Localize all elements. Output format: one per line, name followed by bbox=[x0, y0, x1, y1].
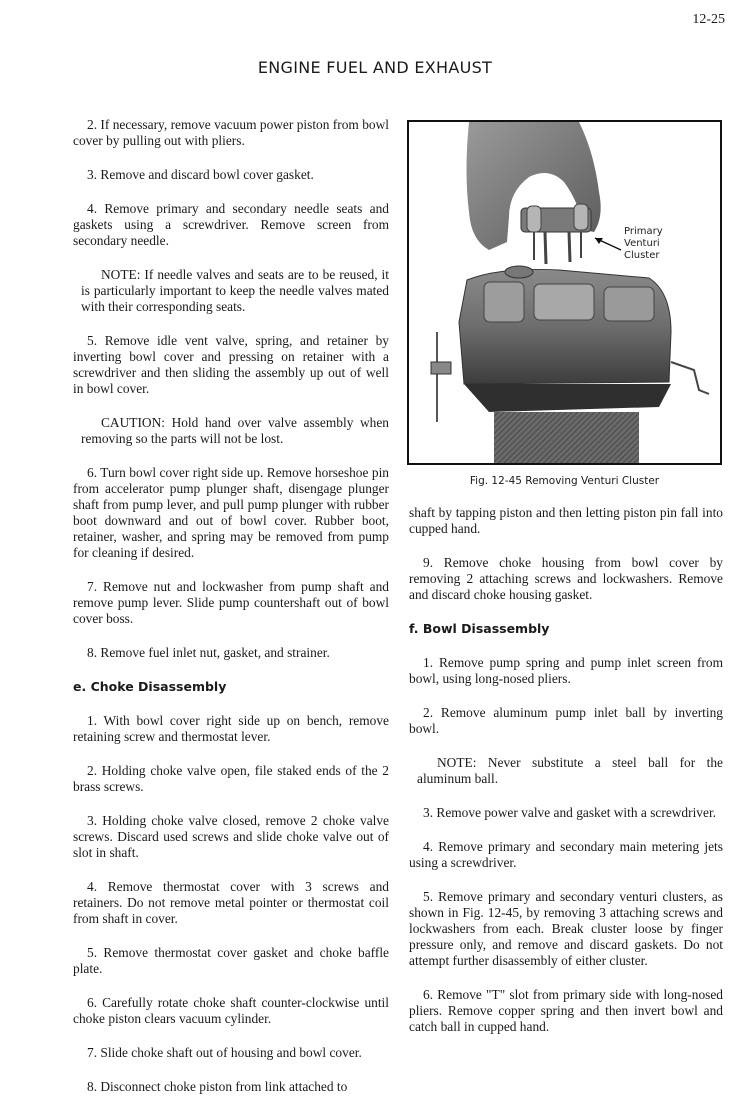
section-heading-bowl-disassembly: f. Bowl Disassembly bbox=[409, 621, 550, 636]
step-paragraph: 9. Remove choke housing from bowl cover by removing 2 attaching screws and lockwashers. Remove and discard choke housing gasket. bbox=[409, 555, 723, 602]
step-paragraph: 8. Disconnect choke piston from link attached to bbox=[87, 1079, 348, 1094]
section-heading-choke-disassembly: e. Choke Disassembly bbox=[73, 679, 227, 694]
figure-callout-label bbox=[624, 226, 663, 262]
note-paragraph: NOTE: Never substitute a steel ball for the aluminum ball. bbox=[417, 755, 723, 786]
step-paragraph: 5. Remove primary and secondary venturi clusters, as shown in Fig. 12-45, by removing 3 attaching screws and lockwashers from each. Break cluster loose by finger pressure only, and remove and discard gaskets. Do not attempt further disassembly of either cluster. bbox=[409, 889, 723, 968]
step-paragraph: 7. Slide choke shaft out of housing and bowl cover. bbox=[87, 1045, 362, 1060]
right-column bbox=[409, 505, 723, 1053]
page-title: ENGINE FUEL AND EXHAUST bbox=[257, 58, 493, 77]
step-paragraph: 5. Remove idle vent valve, spring, and retainer by inverting bowl cover and pressing on retainer with a screwdriver and then sliding the assembly up out of well in bowl cover. bbox=[73, 333, 389, 396]
caution-paragraph: CAUTION: Hold hand over valve assembly when removing so the parts will not be lost. bbox=[81, 415, 389, 446]
step-paragraph: 6. Turn bowl cover right side up. Remove horseshoe pin from accelerator pump plunger shaft, disengage plunger shaft from pump lever, and pull pump plunger with rubber boot downward and out of bowl cover. Rubber boot, retainer, washer, and spring may be removed from pump for cleaning if desired. bbox=[73, 465, 389, 560]
continued-paragraph: shaft by tapping piston and then letting piston pin fall into cupped hand. bbox=[409, 505, 723, 536]
step-paragraph: 4. Remove thermostat cover with 3 screws and retainers. Do not remove metal pointer or thermostat coil from shaft in cover. bbox=[73, 879, 389, 926]
figure-venturi-cluster-photo bbox=[407, 120, 722, 465]
step-paragraph: 4. Remove primary and secondary needle seats and gaskets using a screwdriver. Remove screen from secondary needle. bbox=[73, 201, 389, 248]
page-number: 12-25 bbox=[692, 12, 725, 27]
callout-line: Cluster bbox=[624, 250, 660, 261]
step-paragraph: 6. Carefully rotate choke shaft counter-clockwise until choke piston clears vacuum cylinder. bbox=[73, 995, 389, 1026]
step-paragraph: 2. Holding choke valve open, file staked ends of the 2 brass screws. bbox=[73, 763, 389, 794]
step-paragraph: 3. Remove power valve and gasket with a screwdriver. bbox=[423, 805, 717, 820]
carburetor-photo-illustration bbox=[409, 122, 720, 463]
step-paragraph: 8. Remove fuel inlet nut, gasket, and strainer. bbox=[87, 645, 330, 660]
callout-line: Venturi bbox=[624, 238, 660, 249]
step-paragraph: 6. Remove "T" slot from primary side with long-nosed pliers. Remove copper spring and then invert bowl and catch ball in cupped hand. bbox=[409, 987, 723, 1034]
step-paragraph: 2. Remove aluminum pump inlet ball by inverting bowl. bbox=[409, 705, 723, 736]
step-paragraph: 3. Remove and discard bowl cover gasket. bbox=[87, 167, 314, 182]
note-paragraph: NOTE: If needle valves and seats are to be reused, it is particularly important to keep the needle valves mated with their corresponding seats. bbox=[81, 267, 389, 314]
step-paragraph: 4. Remove primary and secondary main metering jets using a screwdriver. bbox=[409, 839, 723, 870]
step-paragraph: 1. Remove pump spring and pump inlet screen from bowl, using long-nosed pliers. bbox=[409, 655, 723, 686]
callout-line: Primary bbox=[624, 226, 663, 237]
step-paragraph: 5. Remove thermostat cover gasket and choke baffle plate. bbox=[73, 945, 389, 976]
step-paragraph: 3. Holding choke valve closed, remove 2 choke valve screws. Discard used screws and slide choke valve out of slot in shaft. bbox=[73, 813, 389, 860]
left-column bbox=[73, 117, 389, 1113]
step-paragraph: 1. With bowl cover right side up on bench, remove retaining screw and thermostat lever. bbox=[73, 713, 389, 744]
step-paragraph: 2. If necessary, remove vacuum power piston from bowl cover by pulling out with pliers. bbox=[73, 117, 389, 148]
figure-caption: Fig. 12-45 Removing Venturi Cluster bbox=[469, 475, 660, 487]
step-paragraph: 7. Remove nut and lockwasher from pump shaft and remove pump lever. Slide pump countershaft out of bowl cover boss. bbox=[73, 579, 389, 626]
